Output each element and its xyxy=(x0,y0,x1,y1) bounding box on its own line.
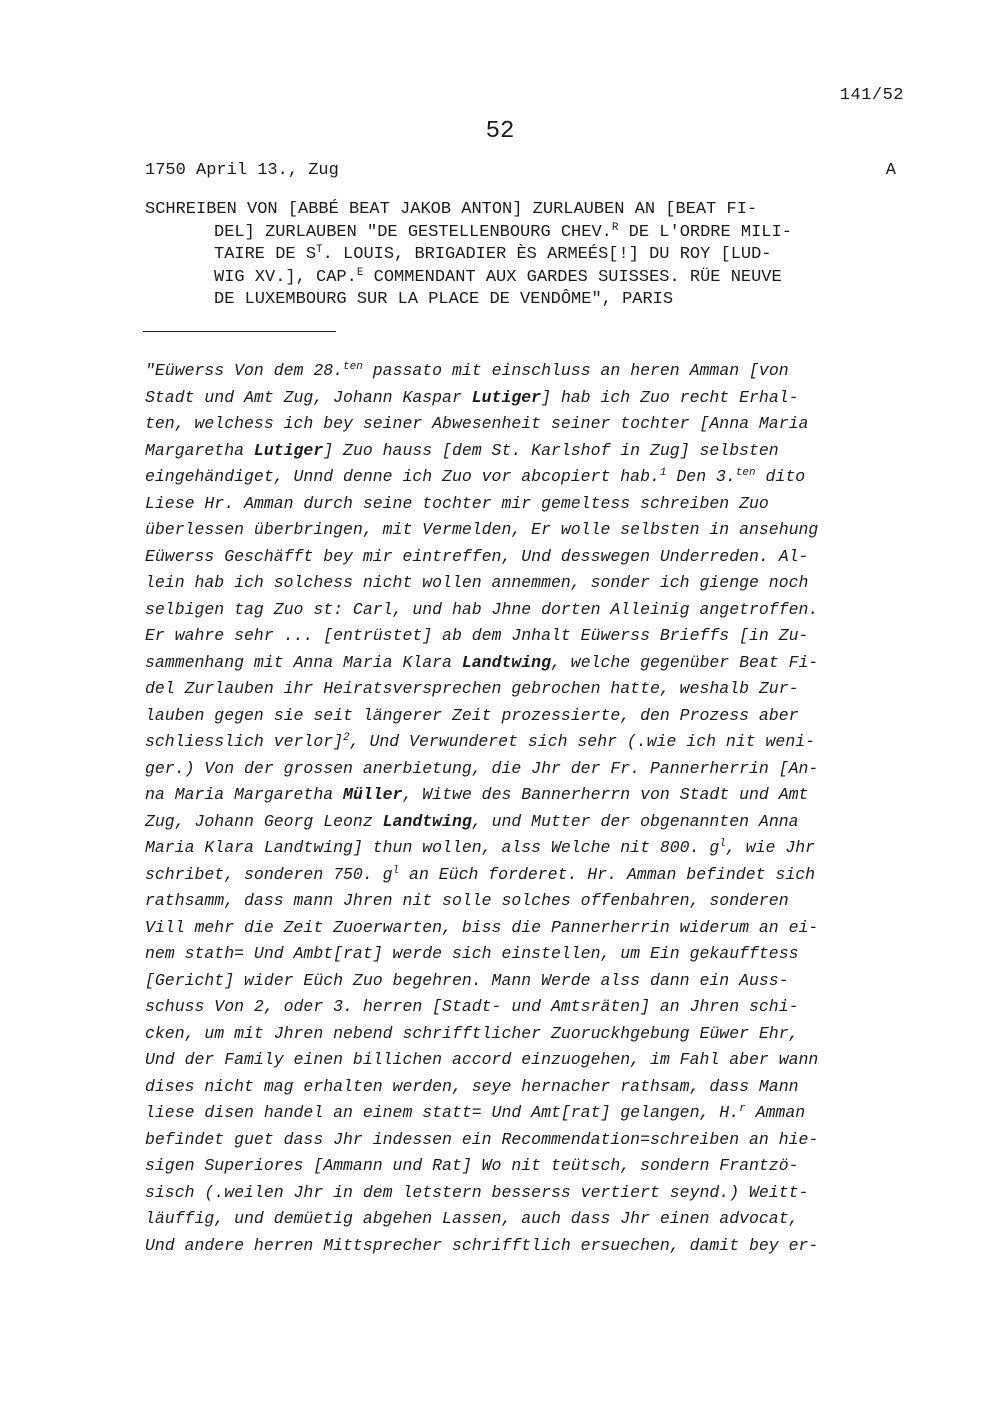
text-run: DEL] ZURLAUBEN "DE GESTELLENBOURG CHEV. xyxy=(214,222,612,242)
body-line xyxy=(145,385,915,412)
text-run: dito xyxy=(755,467,806,486)
date-place-line: 1750 April 13., Zug xyxy=(145,161,339,180)
body-line xyxy=(145,756,915,783)
text-run: selbigen tag Zuo st: Carl, und hab Jhne dorten Alleinig angetroffen. xyxy=(145,599,819,619)
text-run: sisch (.weilen Jhr in dem letstern besserss vertiert seynd.) Weitt- xyxy=(145,1182,809,1202)
text-run: ] Zuo hauss [dem St. Karlshof in Zug] selbsten xyxy=(323,440,779,460)
text-run: ] hab ich Zuo recht Erhal- xyxy=(541,387,799,407)
text-run: schliesslich verlor] xyxy=(145,732,344,751)
text-run: "Eüwerss Von dem 28. xyxy=(145,361,344,380)
superscript: 2 xyxy=(343,732,350,744)
text-run: rathsamm, dass mann Jhren nit solle solches offenbahren, sonderen xyxy=(145,891,789,910)
body-line xyxy=(145,703,915,730)
superscript: l xyxy=(392,864,400,877)
body-line xyxy=(145,411,915,438)
body-line xyxy=(145,1206,915,1233)
text-run: cken, um mit Jhren nebend schrifftlicher Zuoruckhgebung Eüwer Ehr, xyxy=(145,1023,799,1043)
text-run: Stadt und Amt Zug, Johann Kaspar xyxy=(145,387,472,407)
text-run: . LOUIS, BRIGADIER ÈS ARMEÉS[!] DU ROY [LUD- xyxy=(322,245,772,264)
text-run: schuss Von 2, oder 3. herren [Stadt- und Amtsräten] an Jhren schi- xyxy=(145,997,799,1016)
heading-line xyxy=(145,222,915,245)
text-run: eingehändiget, Unnd denne ich Zuo vor abcopiert hab. xyxy=(145,467,660,486)
text-run: passato mit einschluss an heren Amman [von xyxy=(362,361,789,380)
superscript: E xyxy=(356,266,364,279)
document-number: 52 xyxy=(485,118,515,145)
text-run: [Gericht] wider Eüch Zuo begehren. Mann Werde alss dann ein Auss- xyxy=(145,970,789,990)
body-line xyxy=(145,1021,915,1048)
heading-line xyxy=(145,289,915,312)
body-line xyxy=(145,1100,915,1127)
text-run: dises nicht mag erhalten werden, seye hernacher rathsam, dass Mann xyxy=(145,1076,799,1096)
body-line xyxy=(145,941,915,968)
heading-line xyxy=(145,267,915,290)
text-run: DE L'ORDRE MILI- xyxy=(618,222,792,242)
body-line xyxy=(145,1127,915,1154)
text-run: WIG XV.], CAP. xyxy=(214,267,357,287)
text-run: TAIRE DE S xyxy=(214,245,317,264)
body-line xyxy=(145,809,915,836)
bold-name: Landtwing xyxy=(461,652,551,672)
text-run: Eüwerss Geschäfft bey mir eintreffen, Und desswegen Underreden. Al- xyxy=(145,546,809,566)
superscript: R xyxy=(611,221,619,234)
body-line xyxy=(145,994,915,1021)
text-run: , welche gegenüber Beat Fi- xyxy=(550,652,819,672)
document-type-marker: A xyxy=(885,161,896,180)
text-run: schribet, sonderen 750. g xyxy=(145,864,393,884)
bold-name: Landtwing xyxy=(382,811,472,831)
text-run: COMMENDANT AUX GARDES SUISSES. RÜE NEUVE xyxy=(363,267,782,287)
body-line xyxy=(145,968,915,995)
superscript: 1 xyxy=(659,467,667,479)
text-run: , und Mutter der obgenannten Anna xyxy=(471,811,799,831)
text-run: Vill mehr die Zeit Zuoerwarten, biss die Pannerherrin widerum an ei- xyxy=(145,917,819,937)
text-run: , Witwe des Bannerherrn von Stadt und Amt xyxy=(402,785,809,804)
text-run: na Maria Margaretha xyxy=(145,785,344,804)
page-reference: 141/52 xyxy=(839,86,904,105)
document-heading xyxy=(145,199,915,312)
text-run: Zug, Johann Georg Leonz xyxy=(145,811,383,831)
text-run: Und der Family einen billichen accord einzuogehen, im Fahl aber wann xyxy=(145,1050,819,1069)
body-line xyxy=(145,464,915,491)
text-run: nem stath= Und Ambt[rat] werde sich einstellen, um Ein gekaufftess xyxy=(145,944,799,963)
body-line xyxy=(145,597,915,624)
body-line xyxy=(145,517,915,544)
text-run: , wie Jhr xyxy=(725,838,816,857)
text-run: lein hab ich solchess nicht wollen annemmen, sonder ich gienge noch xyxy=(145,573,809,592)
text-run: lauben gegen sie seit längerer Zeit prozessierte, den Prozess aber xyxy=(145,705,799,725)
body-line xyxy=(145,1047,915,1074)
body-line xyxy=(145,835,915,862)
text-run: läuffig, und demüetig abgehen Lassen, auch dass Jhr einen advocat, xyxy=(145,1209,799,1228)
body-line xyxy=(145,676,915,703)
text-run: überlessen überbringen, mit Vermelden, Er wolle selbsten in ansehung xyxy=(145,520,819,539)
text-run: Und andere herren Mittsprecher schrifftlich ersuechen, damit bey er- xyxy=(145,1235,819,1255)
text-run: an Eüch forderet. Hr. Amman befindet sich xyxy=(399,864,816,884)
body-line xyxy=(145,358,915,385)
superscript: r xyxy=(739,1103,746,1115)
text-run: Maria Klara Landtwing] thun wollen, alss Welche nit 800. g xyxy=(145,838,720,857)
superscript: l xyxy=(719,838,726,850)
bold-name: Müller xyxy=(343,785,403,804)
text-run: Liese Hr. Amman durch seine tochter mir gemeltess schreiben Zuo xyxy=(145,493,769,513)
heading-line xyxy=(145,199,915,222)
body-line xyxy=(145,438,915,465)
text-run: Amman xyxy=(745,1103,806,1122)
separator-rule xyxy=(143,331,336,332)
body-line xyxy=(145,1233,915,1260)
transcription-body xyxy=(145,358,915,1259)
body-line xyxy=(145,888,915,915)
superscript: ten xyxy=(735,467,756,479)
text-run: DE LUXEMBOURG SUR LA PLACE DE VENDÔME", PARIS xyxy=(214,290,674,309)
text-run: Er wahre sehr ... [entrüstet] ab dem Jnhalt Eüwerss Brieffs [in Zu- xyxy=(145,626,809,645)
body-line xyxy=(145,1074,915,1101)
text-run: SCHREIBEN VON [ABBÉ BEAT JAKOB ANTON] ZURLAUBEN AN [BEAT FI- xyxy=(145,200,758,219)
body-line xyxy=(145,623,915,650)
text-run: sigen Superiores [Ammann und Rat] Wo nit teütsch, sondern Frantzö- xyxy=(145,1156,799,1175)
superscript: ten xyxy=(343,361,363,373)
text-run: sammenhang mit Anna Maria Klara xyxy=(145,652,462,672)
text-run: , Und Verwunderet sich sehr (.wie ich nit weni- xyxy=(349,732,816,751)
bold-name: Lutiger xyxy=(471,387,542,407)
text-run: liese disen handel an einem statt= Und Amt[rat] gelangen, H. xyxy=(145,1103,740,1122)
text-run: del Zurlauben ihr Heiratsversprechen gebrochen hatte, weshalb Zur- xyxy=(145,679,799,698)
bold-name: Lutiger xyxy=(253,440,324,460)
body-line xyxy=(145,915,915,942)
body-line xyxy=(145,729,915,756)
text-run: Den 3. xyxy=(666,467,736,486)
body-line xyxy=(145,544,915,571)
body-line xyxy=(145,782,915,809)
text-run: ten, welchess ich bey seiner Abwesenheit seiner tochter [Anna Maria xyxy=(145,414,809,433)
body-line xyxy=(145,1180,915,1207)
text-run: Margaretha xyxy=(145,440,254,460)
body-line xyxy=(145,491,915,518)
text-run: befindet guet dass Jhr indessen ein Recommendation=schreiben an hie- xyxy=(145,1129,819,1149)
body-line xyxy=(145,1153,915,1180)
body-line xyxy=(145,650,915,677)
superscript: T xyxy=(316,244,323,256)
text-run: ger.) Von der grossen anerbietung, die Jhr der Fr. Pannerherrin [An- xyxy=(145,758,819,778)
body-line xyxy=(145,570,915,597)
heading-line xyxy=(145,244,915,267)
body-line xyxy=(145,862,915,889)
